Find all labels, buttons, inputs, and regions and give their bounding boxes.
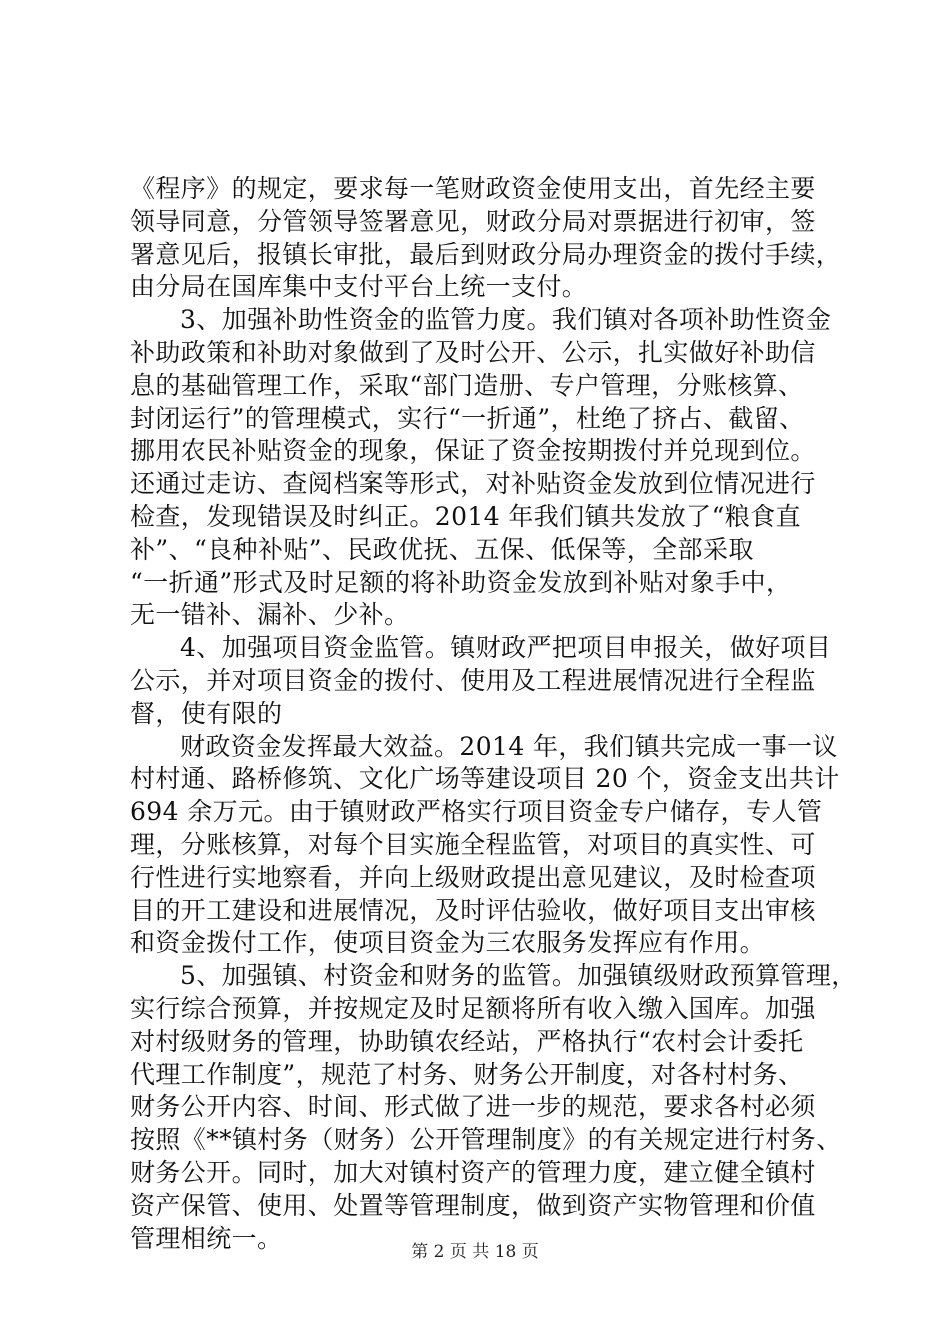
text-line: 还通过走访、查阅档案等形式，对补贴资金发放到位情况进行 xyxy=(130,469,816,499)
text-line: 署意见后，报镇长审批，最后到财政分局办理资金的拨付手续， xyxy=(130,239,842,269)
text-line: 4、加强项目资金监管。镇财政严把项目申报关，做好项目 xyxy=(180,633,832,663)
text-line: 《程序》的规定，要求每一笔财政资金使用支出，首先经主要 xyxy=(130,174,816,203)
text-line: 无一错补、漏补、少补。 xyxy=(130,600,410,630)
text-line: 公示，并对项目资金的拨付、使用及工程进展情况进行全程监 xyxy=(130,665,816,695)
text-line: 目的开工建设和进展情况，及时评估验收，做好项目支出审核 xyxy=(130,895,816,925)
text-line: 补助政策和补助对象做到了及时公开、公示，扎实做好补助信 xyxy=(130,337,816,367)
text-line: 代理工作制度”，规范了村务、财务公开制度，对各村村务、 xyxy=(130,1059,804,1089)
text-line: 和资金拨付工作，使项目资金为三农服务发挥应有作用。 xyxy=(130,928,766,958)
text-line: 资产保管、使用、处置等管理制度，做到资产实物管理和价值 xyxy=(130,1190,816,1220)
page-footer: 第 2 页 共 18 页 xyxy=(411,1242,539,1262)
text-line: 3、加强补助性资金的监管力度。我们镇对各项补助性资金 xyxy=(180,305,832,335)
text-line: 村村通、路桥修筑、文化广场等建设项目 20 个，资金支出共计 xyxy=(130,764,840,794)
text-line: 封闭运行”的管理模式，实行“一折通”，杜绝了挤占、截留、 xyxy=(130,403,805,433)
text-line: 694 余万元。由于镇财政严格实行项目资金专户储存，专人管 xyxy=(130,797,823,827)
text-line: 财务公开内容、时间、形式做了进一步的规范，要求各村必须 xyxy=(130,1092,816,1122)
text-line: 财政资金发挥最大效益。2014 年，我们镇共完成一事一议 xyxy=(180,731,838,761)
text-line: 行性进行实地察看，并向上级财政提出意见建议，及时检查项 xyxy=(130,862,816,892)
text-line: 管理相统一。 xyxy=(130,1223,283,1253)
text-line: 挪用农民补贴资金的现象，保证了资金按期拨付并兑现到位。 xyxy=(130,436,816,466)
text-line: 督，使有限的 xyxy=(130,698,283,728)
text-line: “一折通”形式及时足额的将补助资金发放到补贴对象手中， xyxy=(130,567,792,597)
text-line: 领导同意，分管领导签署意见，财政分局对票据进行初审，签 xyxy=(130,206,816,236)
text-line: 补”、“良种补贴”、民政优抚、五保、低保等，全部采取 xyxy=(130,534,754,564)
text-line: 理，分账核算，对每个目实施全程监管，对项目的真实性、可 xyxy=(130,829,816,859)
text-line: 5、加强镇、村资金和财务的监管。加强镇级财政预算管理， xyxy=(180,961,857,991)
text-line: 由分局在国库集中支付平台上统一支付。 xyxy=(130,272,588,302)
text-line: 息的基础管理工作，采取“部门造册、专户管理，分账核算、 xyxy=(130,370,804,400)
text-line: 财务公开。同时，加大对镇村资产的管理力度，建立健全镇村 xyxy=(130,1157,816,1187)
text-line: 检查，发现错误及时纠正。2014 年我们镇共发放了“粮食直 xyxy=(130,501,801,531)
text-line: 按照《**镇村务（财务）公开管理制度》的有关规定进行村务、 xyxy=(130,1125,842,1155)
document-body xyxy=(130,173,857,1255)
text-line: 对村级财务的管理，协助镇农经站，严格执行“农村会计委托 xyxy=(130,1026,804,1056)
text-line: 实行综合预算，并按规定及时足额将所有收入缴入国库。加强 xyxy=(130,993,816,1023)
